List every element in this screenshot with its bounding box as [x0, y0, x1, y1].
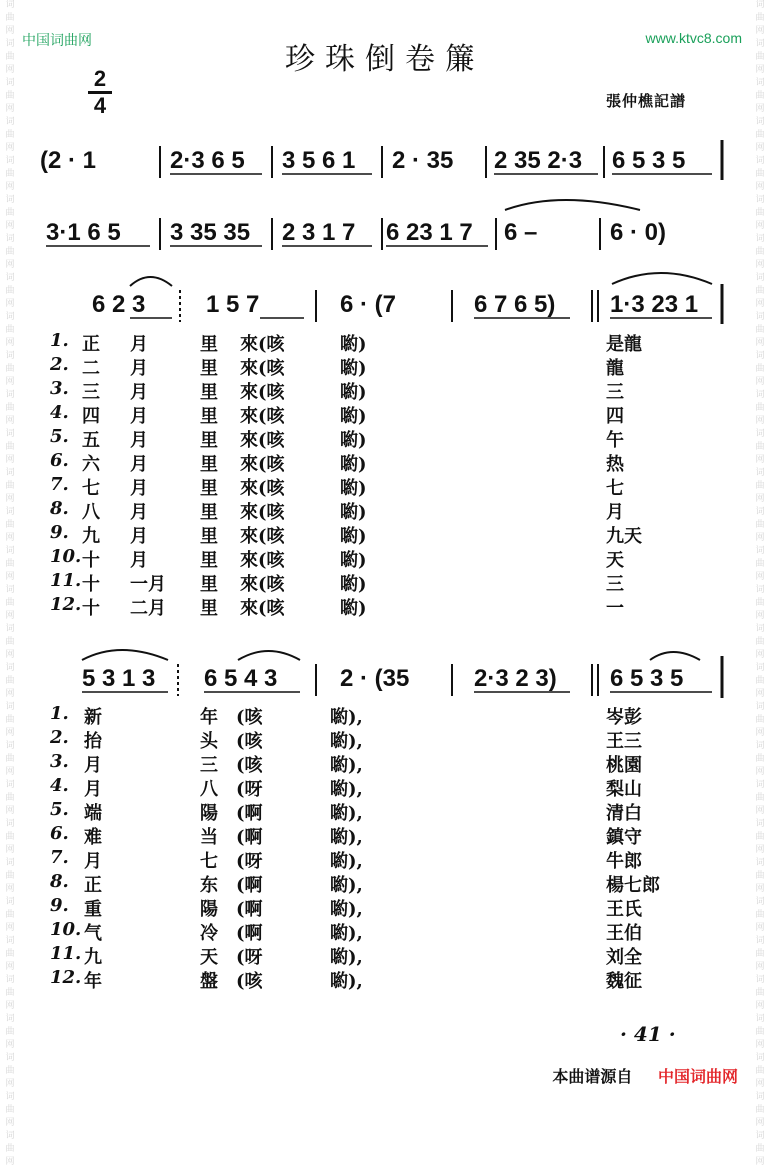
lyric-c3: (啊	[236, 875, 263, 896]
lyric-c1: 难	[84, 827, 102, 848]
score-line-4	[82, 650, 722, 698]
lyric-c4: 來(咳	[240, 454, 285, 475]
lyric-end: 是龍	[606, 334, 642, 355]
lyric-c2: 八	[200, 779, 218, 800]
lyric-c3: (啊	[236, 899, 263, 920]
measure: 3 5 6 1	[282, 147, 356, 174]
transcriber-credit: 張仲樵記譜	[606, 92, 687, 110]
measure: 2·3 2 3)	[474, 665, 557, 692]
lyric-c2: 月	[130, 382, 148, 403]
verse-number: 8.	[50, 498, 69, 519]
lyric-end: 一	[606, 598, 624, 619]
lyric-end: 七	[606, 478, 624, 499]
verse-number: 6.	[50, 450, 69, 471]
lyric-end: 三	[606, 574, 624, 595]
lyric-c5: 喲)	[340, 334, 367, 355]
lyric-c3: 里	[200, 382, 218, 403]
lyric-end: 月	[606, 502, 624, 523]
lyric-end: 梨山	[606, 779, 642, 800]
left-watermark: 词 曲 网 词 曲 网 词 曲 网 词 曲 网 词 曲 网 词 曲 网 词 曲 网 词 曲 网 词 曲 网 词 曲 网 词 曲 网 词 曲 网 词 曲 网 词 曲 网 词 曲 网 词 曲 网 词 曲 网 词 曲 网 词 曲 网 词 曲 网 词 曲 网 词 曲 网 词 曲 网 词 曲 网 词 曲 网 词 曲 网 词 曲 网 词 曲 网 词 曲 网 词 曲 网	[5, 0, 15, 1167]
lyric-end: 清白	[606, 803, 642, 824]
lyric-c4: 來(咳	[240, 334, 285, 355]
song-title: 珍珠倒卷簾	[285, 42, 485, 77]
lyric-c2: 月	[130, 334, 148, 355]
lyric-c1: 十	[82, 574, 100, 595]
lyric-c1: 七	[82, 478, 100, 499]
lyric-c1: 气	[84, 923, 102, 944]
measure: 3·1 6 5	[46, 219, 121, 246]
lyric-c4: 喲),	[330, 731, 363, 752]
lyric-c5: 喲)	[340, 550, 367, 571]
score-line-3	[92, 273, 722, 324]
verse-number: 2.	[50, 354, 69, 375]
lyric-c4: 來(咳	[240, 598, 285, 619]
footer-source-label: 本曲谱源自	[552, 1067, 633, 1086]
verse-number: 7.	[50, 847, 69, 868]
verse-number: 9.	[50, 895, 69, 916]
lyric-c3: 里	[200, 550, 218, 571]
measure: 2·3 6 5	[170, 147, 245, 174]
verse-row	[50, 871, 730, 895]
page-number: · 41 ·	[620, 1022, 676, 1046]
lyric-c2: 月	[130, 358, 148, 379]
verse-row	[50, 402, 730, 426]
verse-row	[50, 895, 730, 919]
verse-row	[50, 703, 730, 727]
measure: 6 23 1 7	[386, 219, 473, 246]
lyric-c2: 月	[130, 430, 148, 451]
right-watermark: 词 曲 网 词 曲 网 词 曲 网 词 曲 网 词 曲 网 词 曲 网 词 曲 网 词 曲 网 词 曲 网 词 曲 网 词 曲 网 词 曲 网 词 曲 网 词 曲 网 词 曲 网 词 曲 网 词 曲 网 词 曲 网 词 曲 网 词 曲 网 词 曲 网 词 曲 网 词 曲 网 词 曲 网 词 曲 网 词 曲 网 词 曲 网 词 曲 网 词 曲 网 词 曲 网	[755, 0, 765, 1167]
measure: 6 5 3 5	[612, 147, 686, 174]
lyric-c2: 月	[130, 454, 148, 475]
lyric-c1: 九	[84, 947, 102, 968]
lyric-c2: 三	[200, 755, 218, 776]
lyric-end: 楊七郎	[606, 875, 660, 896]
measure: 1 5 7	[206, 291, 260, 318]
lyric-end: 午	[606, 430, 624, 451]
lyric-c2: 一月	[130, 574, 166, 595]
lyric-c4: 來(咳	[240, 358, 285, 379]
lyric-c2: 二月	[130, 598, 166, 619]
lyric-c4: 喲),	[330, 755, 363, 776]
score-line-2	[46, 200, 666, 250]
lyric-c1: 正	[84, 875, 102, 896]
verse-number: 5.	[50, 426, 69, 447]
lyric-c3: (啊	[236, 923, 263, 944]
verse-row	[50, 751, 730, 775]
measure: 3 35 35	[170, 219, 251, 246]
measure: 6 · (7	[340, 291, 397, 318]
lyric-c3: (啊	[236, 827, 263, 848]
lyric-c3: (咳	[236, 971, 263, 992]
lyric-end: 王氏	[606, 899, 642, 920]
lyric-c1: 正	[82, 334, 100, 355]
lyric-c1: 九	[82, 526, 100, 547]
measure: 1·3 23 1	[610, 291, 699, 318]
verse-row	[50, 330, 730, 354]
lyric-c4: 來(咳	[240, 550, 285, 571]
lyric-c1: 重	[84, 899, 102, 920]
lyric-c3: 里	[200, 502, 218, 523]
lyric-c5: 喲)	[340, 502, 367, 523]
verse-number: 3.	[50, 751, 69, 772]
lyric-end: 九天	[606, 526, 642, 547]
verse-number: 4.	[50, 775, 69, 796]
lyric-c1: 月	[84, 779, 102, 800]
lyric-end: 鎮守	[606, 827, 642, 848]
measure: 6 –	[504, 219, 538, 246]
lyric-c2: 月	[130, 478, 148, 499]
lyric-c3: (啊	[236, 803, 263, 824]
verse-row	[50, 847, 730, 871]
lyric-c4: 喲),	[330, 899, 363, 920]
measure: 6 2 3	[92, 291, 146, 318]
lyric-c2: 七	[200, 851, 218, 872]
lyric-c2: 陽	[200, 899, 218, 920]
lyric-c3: 里	[200, 430, 218, 451]
header-site-url: www.ktvc8.com	[645, 30, 742, 46]
verse-row	[50, 474, 730, 498]
lyric-c1: 三	[82, 382, 100, 403]
verse-row	[50, 378, 730, 402]
verse-row	[50, 498, 730, 522]
verse-row	[50, 775, 730, 799]
lyric-c1: 年	[84, 971, 102, 992]
lyric-c5: 喲)	[340, 430, 367, 451]
lyric-end: 岑彭	[606, 707, 642, 728]
lyric-c4: 來(咳	[240, 406, 285, 427]
lyric-c1: 二	[82, 358, 100, 379]
verse-number: 9.	[50, 522, 69, 543]
lyric-end: 三	[606, 382, 624, 403]
lyric-c2: 月	[130, 502, 148, 523]
lyric-c1: 十	[82, 598, 100, 619]
lyric-c5: 喲)	[340, 574, 367, 595]
lyric-c5: 喲)	[340, 454, 367, 475]
lyric-c4: 來(咳	[240, 430, 285, 451]
lyric-c4: 喲),	[330, 707, 363, 728]
lyric-c1: 五	[82, 430, 100, 451]
lyric-c1: 月	[84, 851, 102, 872]
lyric-c4: 來(咳	[240, 382, 285, 403]
lyric-c5: 喲)	[340, 358, 367, 379]
verse-row	[50, 727, 730, 751]
lyric-end: 王伯	[606, 923, 642, 944]
lyric-c4: 來(咳	[240, 502, 285, 523]
lyric-end: 王三	[606, 731, 642, 752]
lyric-end: 魏征	[606, 971, 642, 992]
verse-row	[50, 967, 730, 991]
verse-number: 8.	[50, 871, 69, 892]
lyric-c4: 喲),	[330, 803, 363, 824]
lyric-c3: (咳	[236, 707, 263, 728]
lyric-end: 天	[606, 550, 624, 571]
lyric-c3: (呀	[236, 779, 263, 800]
verse-number: 6.	[50, 823, 69, 844]
lyric-c1: 月	[84, 755, 102, 776]
verse-row	[50, 546, 730, 570]
time-signature-top: 2	[93, 66, 107, 91]
lyric-c2: 东	[200, 875, 218, 896]
lyric-c4: 來(咳	[240, 526, 285, 547]
lyric-end: 桃園	[606, 755, 642, 776]
measure: 6 5 3 5	[610, 665, 684, 692]
lyric-c2: 月	[130, 406, 148, 427]
lyric-c2: 当	[200, 827, 218, 848]
lyric-c3: (呀	[236, 851, 263, 872]
header-site-name: 中国词曲网	[22, 33, 92, 49]
lyric-end: 热	[606, 454, 624, 475]
lyric-c4: 來(咳	[240, 574, 285, 595]
lyric-c5: 喲)	[340, 478, 367, 499]
verse-number: 10.	[50, 546, 82, 567]
verse-number: 2.	[50, 727, 69, 748]
verse-row	[50, 594, 730, 618]
lyric-c1: 十	[82, 550, 100, 571]
verse-row	[50, 823, 730, 847]
measure: 2 · (35	[340, 665, 410, 692]
lyric-c2: 天	[200, 947, 218, 968]
lyric-c2: 年	[200, 707, 218, 728]
lyric-c4: 喲),	[330, 923, 363, 944]
lyric-c3: 里	[200, 358, 218, 379]
verse-row	[50, 570, 730, 594]
measure: 6 5 4 3	[204, 665, 278, 692]
lyric-c3: 里	[200, 574, 218, 595]
verse-number: 4.	[50, 402, 69, 423]
lyric-c5: 喲)	[340, 526, 367, 547]
lyric-c4: 喲),	[330, 947, 363, 968]
time-signature-bottom: 4	[93, 93, 107, 118]
verse-number: 1.	[50, 703, 69, 724]
verse-row	[50, 450, 730, 474]
measure: 5 3 1 3	[82, 665, 156, 692]
measure: 2 35 2·3	[494, 147, 583, 174]
lyric-c2: 盤	[200, 971, 218, 992]
measure: 6 7 6 5)	[474, 291, 556, 318]
footer	[552, 1064, 738, 1087]
lyric-c1: 抬	[84, 731, 102, 752]
lyric-c4: 喲),	[330, 875, 363, 896]
lyric-c4: 喲),	[330, 851, 363, 872]
lyric-end: 刘全	[606, 947, 642, 968]
verses-block-2	[50, 703, 730, 1003]
verse-number: 3.	[50, 378, 69, 399]
lyric-c2: 头	[200, 731, 218, 752]
lyric-c3: 里	[200, 406, 218, 427]
lyric-c4: 喲),	[330, 779, 363, 800]
measure: (2 · 1	[40, 147, 97, 174]
lyric-c5: 喲)	[340, 406, 367, 427]
lyric-c5: 喲)	[340, 598, 367, 619]
measure: 6 · 0)	[610, 219, 667, 246]
lyric-c1: 新	[84, 707, 102, 728]
verse-number: 5.	[50, 799, 69, 820]
lyric-c1: 端	[84, 803, 102, 824]
verse-row	[50, 354, 730, 378]
lyric-c3: 里	[200, 598, 218, 619]
verse-row	[50, 799, 730, 823]
lyric-c2: 月	[130, 526, 148, 547]
lyric-c3: 里	[200, 478, 218, 499]
lyric-c2: 冷	[200, 923, 218, 944]
score-line-1	[40, 140, 722, 180]
verse-number: 11.	[50, 570, 82, 591]
lyric-c1: 六	[82, 454, 100, 475]
verse-number: 12.	[50, 594, 82, 615]
lyric-c4: 喲),	[330, 971, 363, 992]
lyric-c3: (咳	[236, 755, 263, 776]
lyric-c3: (呀	[236, 947, 263, 968]
lyric-c1: 八	[82, 502, 100, 523]
verse-number: 1.	[50, 330, 69, 351]
measure: 2 3 1 7	[282, 219, 356, 246]
lyric-end: 四	[606, 406, 624, 427]
verse-row	[50, 919, 730, 943]
lyric-c3: (咳	[236, 731, 263, 752]
verse-row	[50, 943, 730, 967]
lyric-c3: 里	[200, 334, 218, 355]
measure: 2 · 35	[392, 147, 454, 174]
footer-site-name: 中国词曲网	[657, 1067, 738, 1086]
lyric-c2: 陽	[200, 803, 218, 824]
lyric-c2: 月	[130, 550, 148, 571]
lyric-end: 龍	[606, 358, 624, 379]
lyric-c3: 里	[200, 454, 218, 475]
verse-row	[50, 522, 730, 546]
verses-block-1	[50, 330, 730, 630]
lyric-c1: 四	[82, 406, 100, 427]
verse-number: 12.	[50, 967, 82, 988]
verse-number: 7.	[50, 474, 69, 495]
verse-number: 11.	[50, 943, 82, 964]
lyric-c5: 喲)	[340, 382, 367, 403]
lyric-end: 牛郎	[606, 851, 642, 872]
lyric-c4: 來(咳	[240, 478, 285, 499]
lyric-c4: 喲),	[330, 827, 363, 848]
verse-row	[50, 426, 730, 450]
verse-number: 10.	[50, 919, 82, 940]
time-signature	[88, 68, 112, 117]
lyric-c3: 里	[200, 526, 218, 547]
